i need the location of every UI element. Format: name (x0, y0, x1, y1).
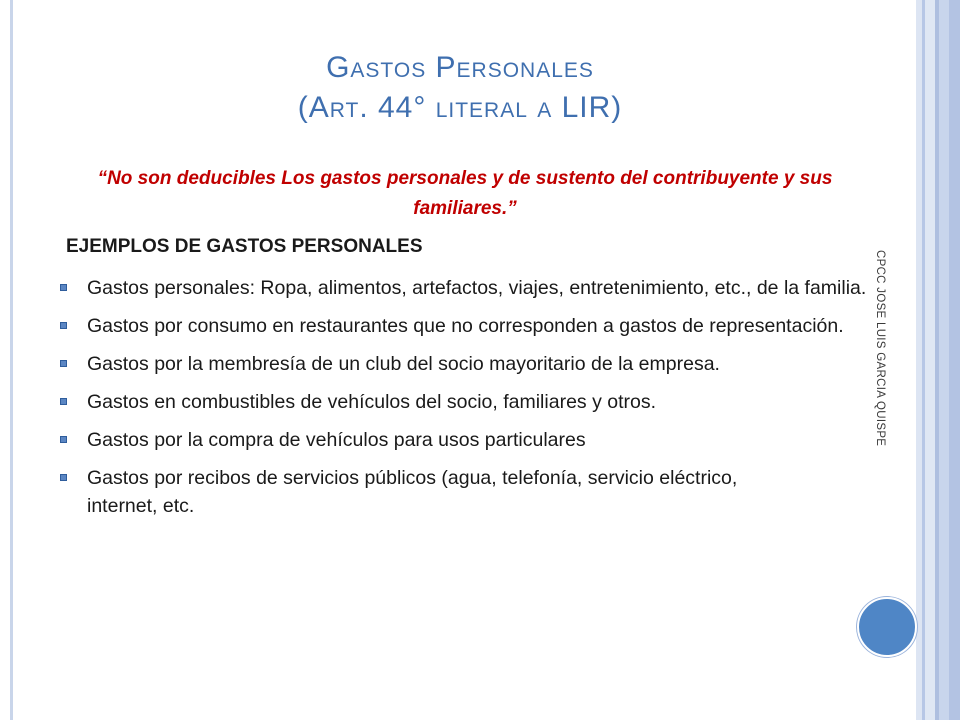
right-stripe (949, 0, 960, 720)
circle-decoration (857, 597, 917, 657)
square-bullet-icon (60, 284, 67, 291)
title-line-1: Gastos Personales (326, 51, 594, 84)
list-item-text: Gastos personales: Ropa, alimentos, artefactos, viajes, entretenimiento, etc., de la familia. (87, 277, 867, 299)
list-item-text: Gastos por recibos de servicios públicos (agua, telefonía, servicio eléctrico, internet, etc. (87, 467, 738, 517)
list-item (58, 426, 870, 454)
list-item-text: Gastos por la membresía de un club del socio mayoritario de la empresa. (87, 353, 720, 375)
square-bullet-icon (60, 474, 67, 481)
list-item-text: Gastos en combustibles de vehículos del socio, familiares y otros. (87, 391, 657, 413)
list-item (58, 274, 870, 302)
square-bullet-icon (60, 398, 67, 405)
list-item (58, 312, 870, 340)
square-bullet-icon (60, 436, 67, 443)
list-item-text: Gastos por consumo en restaurantes que no corresponden a gastos de representación. (87, 315, 844, 337)
slide-title (150, 48, 770, 128)
bullet-list (58, 274, 870, 530)
right-stripe (925, 0, 935, 720)
right-stripe (939, 0, 949, 720)
list-item (58, 464, 870, 520)
list-item-text: Gastos por la compra de vehículos para usos particulares (87, 429, 586, 451)
side-author-text (868, 250, 898, 490)
square-bullet-icon (60, 322, 67, 329)
section-heading: EJEMPLOS DE GASTOS PERSONALES (66, 236, 423, 257)
list-item (58, 388, 870, 416)
author-name: CPCC JOSE LUIS GARCIA QUISPE (874, 250, 886, 447)
list-item (58, 350, 870, 378)
title-line-2: (Art. 44° literal a LIR) (297, 91, 623, 124)
square-bullet-icon (60, 360, 67, 367)
quote-text: “No son deducibles Los gastos personales y de sustento del contribuyente y sus familiares.” (97, 168, 833, 219)
left-border-line (10, 0, 13, 720)
